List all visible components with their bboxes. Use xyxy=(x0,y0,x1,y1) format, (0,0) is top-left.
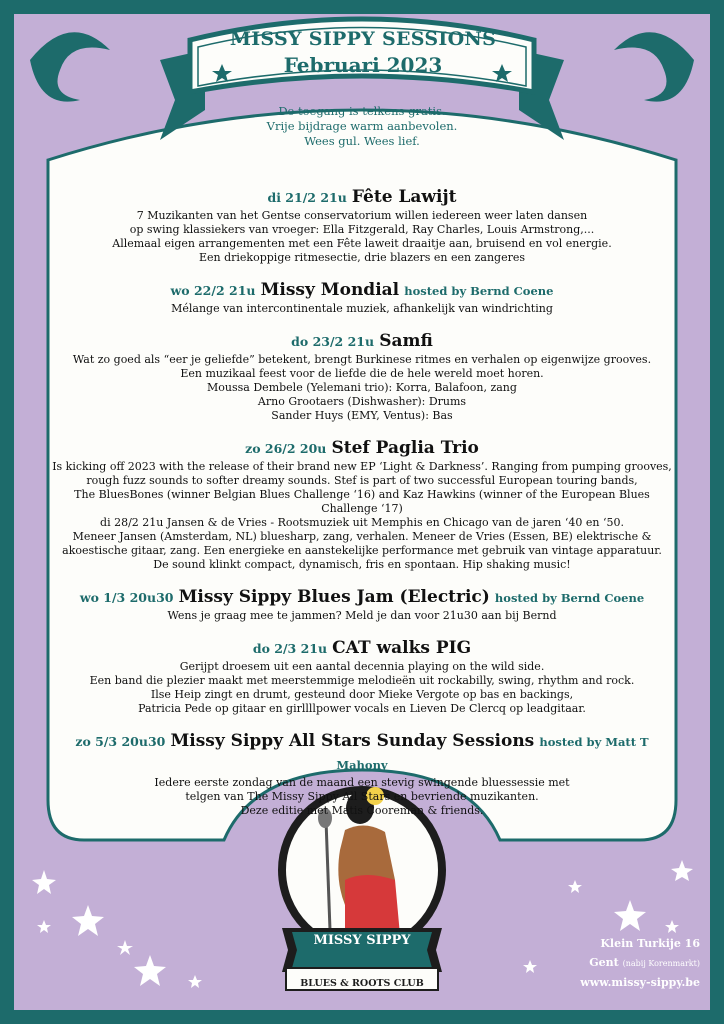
event-date: do 2/3 21u xyxy=(252,641,328,656)
event-description-line: Iedere eerste zondag van de maand een stevig swingende bluessessie met xyxy=(154,776,570,789)
event-description-line: Patricia Pede op gitaar en girllllpower vocals en Lieven De Clercq op leadgitaar. xyxy=(138,702,586,715)
event-item xyxy=(50,437,674,572)
event-host: hosted by Bernd Coene xyxy=(404,284,554,298)
event-host: hosted by Matt T Mahony xyxy=(336,735,649,772)
event-description-line: Meneer Jansen (Amsterdam, NL) bluesharp, zang, verhalen. Meneer de Vries (Essen, BE) elektrische & xyxy=(72,530,652,543)
event-description-line: 7 Muzikanten van het Gentse conservatorium willen iedereen weer laten dansen xyxy=(136,209,588,222)
event-name: Fête Lawijt xyxy=(351,187,457,207)
address-city: Gent xyxy=(589,956,619,969)
address-city-note: (nabij Korenmarkt) xyxy=(622,959,700,968)
event-description-line: Wens je graag mee te jammen? Meld je dan voor 21u30 aan bij Bernd xyxy=(167,609,557,622)
website-link[interactable]: www.missy-sippy.be xyxy=(580,976,700,989)
event-date: di 21/2 21u xyxy=(267,190,347,205)
poster-title: MISSY SIPPY SESSIONS xyxy=(229,28,497,50)
event-description-line: De sound klinkt compact, dynamisch, fris en spontaan. Hip shaking music! xyxy=(153,558,571,571)
event-description-line: Een band die plezier maakt met meerstemmige melodieën uit rockabilly, swing, rhythm and rock. xyxy=(89,674,635,687)
event-date: wo 22/2 21u xyxy=(170,283,256,298)
logo-name: MISSY SIPPY xyxy=(313,933,411,948)
event-description-line: Wat zo goed als “eer je geliefde” betekent, brengt Burkinese ritmes en verhalen op eigenwijze grooves. xyxy=(72,353,652,366)
event-description-line: Is kicking off 2023 with the release of their brand new EP ‘Light & Darkness’. Ranging from pumping grooves, xyxy=(52,460,672,473)
event-description-line: Allemaal eigen arrangementen met een Fête laweit draaitje aan, bruisend en vol energie. xyxy=(112,237,612,250)
intro-line: De toegang is telkens gratis. xyxy=(278,104,446,118)
poster-subtitle: Februari 2023 xyxy=(283,53,443,77)
event-host: hosted by Bernd Coene xyxy=(494,591,645,605)
event-description-line: Moussa Dembele (Yelemani trio): Korra, Balafoon, zang xyxy=(207,381,517,394)
logo-tagline: BLUES & ROOTS CLUB xyxy=(300,978,424,989)
intro-line: Vrije bijdrage warm aanbevolen. xyxy=(266,119,458,133)
event-item xyxy=(50,186,674,265)
event-description-line: Mélange van intercontinentale muziek, afhankelijk van windrichting xyxy=(171,302,553,315)
event-description-line: di 28/2 21u Jansen & de Vries - Rootsmuziek uit Memphis en Chicago van de jaren ‘40 en ‘50. xyxy=(100,516,624,529)
event-name: Missy Sippy Blues Jam (Electric) xyxy=(178,587,490,607)
event-item xyxy=(50,330,674,423)
event-item xyxy=(50,279,674,316)
event-item xyxy=(50,730,674,818)
event-description-line: Ilse Heip zingt en drumt, gesteund door Mieke Vergote op bas en backings, xyxy=(150,688,574,701)
event-description-line: Een muzikaal feest voor de liefde die de hele wereld moet horen. xyxy=(180,367,544,380)
event-description-line: op swing klassiekers van vroeger: Ella Fitzgerald, Ray Charles, Louis Armstrong,... xyxy=(129,223,595,236)
event-description-line: akoestische gitaar, zang. Een energieke en aanstekelijke performance met gebruik van vintage apparatuur. xyxy=(62,544,662,557)
event-description-line: rough fuzz sounds to softer dreamy sounds. Stef is part of two successful European touring bands, xyxy=(86,474,638,487)
event-date: do 23/2 21u xyxy=(291,334,375,349)
event-description-line: Een driekoppige ritmesectie, drie blazers en een zangeres xyxy=(198,251,526,264)
event-date: zo 5/3 20u30 xyxy=(75,734,166,749)
event-description-line: Deze editie met Matis Cooreman & friends. xyxy=(240,804,484,817)
event-description-line: telgen van The Missy Sippy All Stars en bevriende muzikanten. xyxy=(185,790,539,803)
event-item xyxy=(50,586,674,623)
event-item xyxy=(50,637,674,716)
venue-address xyxy=(560,934,700,992)
address-street: Klein Turkije 16 xyxy=(600,937,700,950)
event-list xyxy=(50,186,674,832)
event-name: Missy Sippy All Stars Sunday Sessions xyxy=(170,731,535,751)
event-name: CAT walks PIG xyxy=(332,638,472,658)
event-name: Missy Mondial xyxy=(260,280,400,300)
intro-line: Wees gul. Wees lief. xyxy=(304,134,420,148)
event-name: Stef Paglia Trio xyxy=(331,438,479,458)
event-description-line: Gerijpt droesem uit een aantal decennia playing on the wild side. xyxy=(179,660,545,673)
event-name: Samfi xyxy=(379,331,433,351)
event-description-line: The BluesBones (winner Belgian Blues Challenge ‘16) and Kaz Hawkins (winner of the European Blues Challenge ‘17) xyxy=(74,488,650,515)
event-date: zo 26/2 20u xyxy=(245,441,327,456)
event-description-line: Arno Grootaers (Dishwasher): Drums xyxy=(257,395,467,408)
red-dress xyxy=(345,875,400,935)
intro-text xyxy=(212,104,512,149)
event-description-line: Sander Huys (EMY, Ventus): Bas xyxy=(271,409,453,422)
event-date: wo 1/3 20u30 xyxy=(79,590,174,605)
